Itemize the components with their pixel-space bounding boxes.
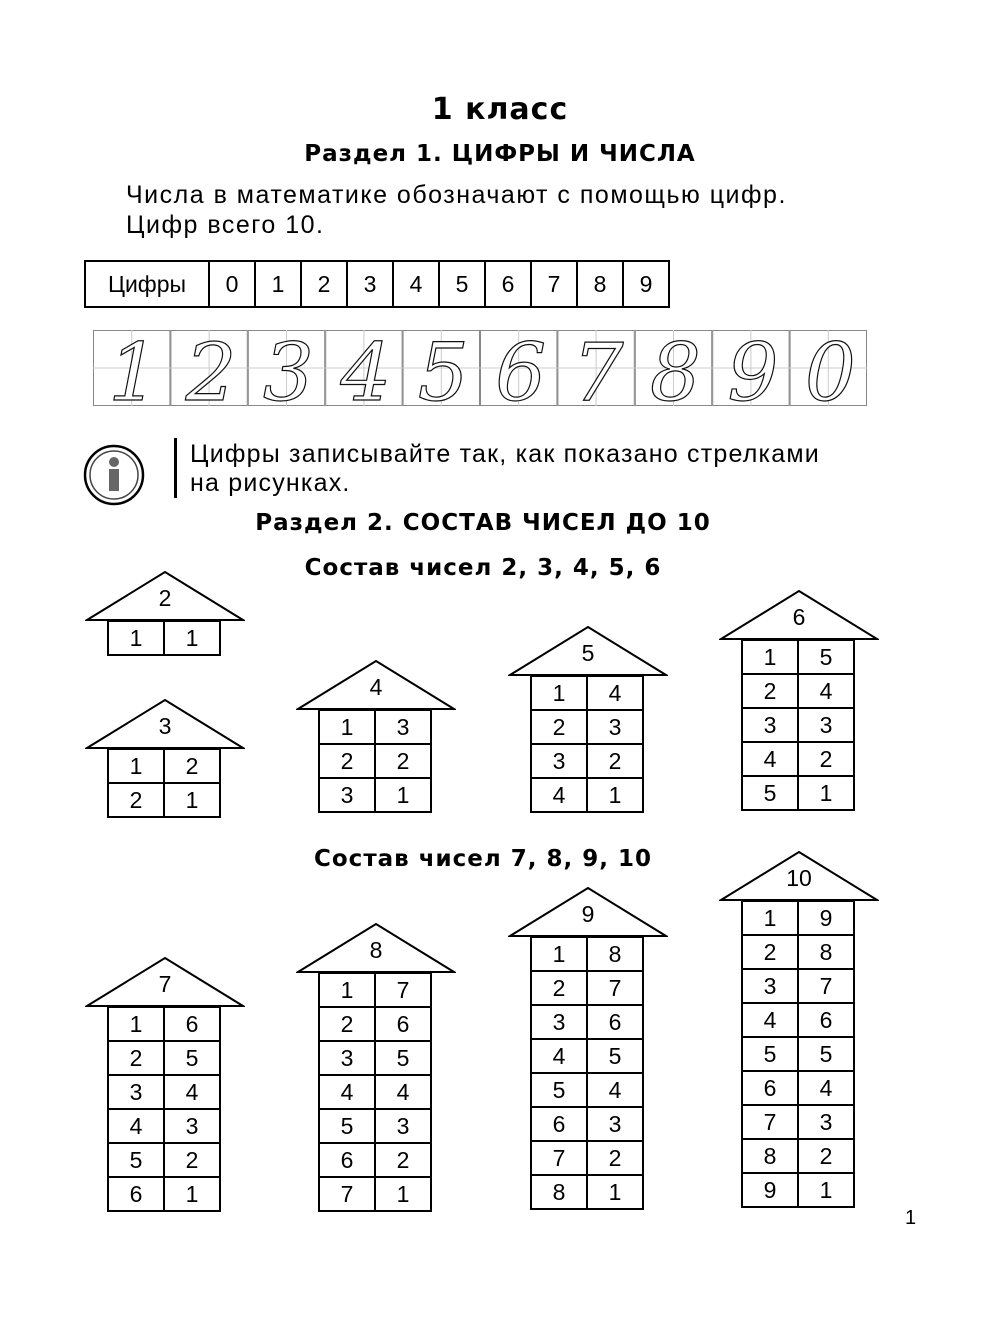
house-cell: 2 [798,1139,854,1173]
house-cell: 4 [164,1075,220,1109]
house-cell: 3 [742,708,798,742]
house-number: 5 [581,640,595,666]
house-cell: 5 [742,776,798,810]
handwritten-digit: 9 [727,330,779,406]
house-cell: 2 [742,935,798,969]
house-cell: 3 [798,1105,854,1139]
house-cell: 4 [531,778,587,812]
house-cell: 4 [108,1109,164,1143]
table-row [742,1173,854,1207]
house-cell: 7 [742,1105,798,1139]
house-cell: 8 [587,937,643,971]
table-row [108,1109,220,1143]
house-cell: 1 [108,1007,164,1041]
house-table [318,709,432,813]
house-cell: 1 [164,621,220,655]
house-cell: 5 [531,1073,587,1107]
house-cell: 2 [531,710,587,744]
table-row [108,1007,220,1041]
table-row [531,744,643,778]
house-cell: 9 [798,901,854,935]
house-cell: 8 [742,1139,798,1173]
house-cell: 1 [531,937,587,971]
house-cell: 6 [108,1177,164,1211]
table-row [531,710,643,744]
house-cell: 8 [798,935,854,969]
handwritten-digits-strip [93,330,867,406]
table-row [319,973,431,1007]
table-row [108,783,220,817]
house-cell: 2 [164,1143,220,1177]
table-row [108,1143,220,1177]
handwritten-digit-cell [170,330,247,406]
house-table [318,972,432,1212]
table-row [108,1177,220,1211]
table-row [742,742,854,776]
house-cell: 1 [375,1177,431,1211]
table-row [742,1105,854,1139]
house-cell: 3 [531,744,587,778]
table-row [108,621,220,655]
house-cell: 4 [587,676,643,710]
table-row [531,676,643,710]
house-cell: 1 [587,778,643,812]
house-cell: 4 [742,742,798,776]
table-row [742,776,854,810]
house-number: 2 [158,585,172,611]
house-table [107,620,221,656]
table-row [319,1143,431,1177]
house-cell: 7 [798,969,854,1003]
house-number: 3 [158,713,172,739]
digit-cell: 7 [531,261,577,307]
house-cell: 2 [531,971,587,1005]
house-cell: 5 [742,1037,798,1071]
house-cell: 5 [587,1039,643,1073]
intro-line-1: Числа в математике обозначают с помощью цифр. [126,181,787,209]
house-cell: 5 [164,1041,220,1075]
table-row [531,778,643,812]
house-table [107,1006,221,1212]
handwritten-digit-cell [635,330,712,406]
house-cell: 4 [798,1071,854,1105]
info-note [190,440,890,498]
table-row [531,1005,643,1039]
section-1-heading: Раздел 1. ЦИФРЫ И ЧИСЛА [304,141,696,167]
house-table [530,675,644,813]
handwritten-digit-cell [325,330,402,406]
table-row [319,1041,431,1075]
house-cell: 7 [531,1141,587,1175]
house-cell: 3 [319,1041,375,1075]
digits-table [84,260,670,308]
table-row [108,1075,220,1109]
house-cell: 1 [108,621,164,655]
handwritten-digit: 0 [804,330,856,406]
house-cell: 2 [319,744,375,778]
table-row [742,1139,854,1173]
house-cell: 1 [742,901,798,935]
table-row [319,1007,431,1041]
handwritten-digit: 8 [650,330,701,406]
house-table [107,748,221,818]
house-table [741,639,855,811]
section-2-heading: Раздел 2. СОСТАВ ЧИСЕЛ ДО 10 [255,510,711,536]
house-number: 4 [369,674,383,700]
house-cell: 8 [531,1175,587,1209]
house-cell: 6 [375,1007,431,1041]
digit-cell: 9 [623,261,669,307]
house-cell: 3 [587,1107,643,1141]
house-cell: 5 [375,1041,431,1075]
house-cell: 9 [742,1173,798,1207]
house-cell: 2 [587,1141,643,1175]
house-cell: 3 [587,710,643,744]
house-cell: 1 [319,710,375,744]
digit-cell: 6 [485,261,531,307]
house-cell: 3 [319,778,375,812]
intro-paragraph [126,180,886,240]
table-row [742,935,854,969]
house-cell: 4 [798,674,854,708]
handwritten-digit: 6 [495,330,547,406]
table-row [108,1041,220,1075]
house-table [741,900,855,1208]
house-cell: 2 [164,749,220,783]
subheading-7-10: Состав чисел 7, 8, 9, 10 [314,846,652,872]
house-cell: 1 [798,776,854,810]
house-cell: 3 [108,1075,164,1109]
house-cell: 2 [742,674,798,708]
house-cell: 7 [319,1177,375,1211]
house-cell: 5 [798,1037,854,1071]
house-number: 6 [792,604,806,630]
table-row [531,1141,643,1175]
house-cell: 4 [319,1075,375,1109]
digit-cell: 5 [439,261,485,307]
page-number: 1 [905,1207,917,1229]
digit-cell: 3 [347,261,393,307]
table-row [319,778,431,812]
house-cell: 7 [587,971,643,1005]
house-cell: 3 [798,708,854,742]
subheading-2-6: Состав чисел 2, 3, 4, 5, 6 [304,555,662,581]
handwritten-digit: 4 [340,330,392,406]
house-cell: 3 [375,710,431,744]
house-cell: 2 [798,742,854,776]
house-cell: 5 [319,1109,375,1143]
table-row [319,1109,431,1143]
house-number: 9 [581,901,595,927]
table-row [319,744,431,778]
house-cell: 1 [587,1175,643,1209]
house-number: 8 [369,937,383,963]
house-cell: 1 [319,973,375,1007]
house-cell: 2 [108,1041,164,1075]
house-cell: 2 [587,744,643,778]
table-row [742,1071,854,1105]
house-table [530,936,644,1210]
house-cell: 4 [742,1003,798,1037]
handwritten-digit: 1 [108,330,160,406]
handwritten-digit: 7 [572,330,624,406]
house-cell: 2 [375,1143,431,1177]
house-cell: 1 [375,778,431,812]
table-row [531,971,643,1005]
table-row [108,749,220,783]
table-row [319,1075,431,1109]
house-cell: 5 [798,640,854,674]
house-cell: 1 [531,676,587,710]
digit-cell: 0 [209,261,255,307]
table-row [742,674,854,708]
house-cell: 6 [164,1007,220,1041]
house-cell: 2 [108,783,164,817]
page-title: 1 класс [431,92,569,127]
info-icon [82,443,146,507]
house-cell: 2 [319,1007,375,1041]
house-cell: 6 [798,1003,854,1037]
info-divider [174,438,177,498]
table-row [319,710,431,744]
digit-cell: 8 [577,261,623,307]
table-row [531,1107,643,1141]
table-row [742,1037,854,1071]
handwritten-digit-cell [248,330,325,406]
intro-line-2: Цифр всего 10. [126,211,325,239]
info-line-1: Цифры записывайте так, как показано стрелками [190,440,820,468]
house-cell: 1 [798,1173,854,1207]
house-cell: 4 [587,1073,643,1107]
handwritten-digit-cell [93,330,170,406]
house-cell: 4 [531,1039,587,1073]
house-cell: 7 [375,973,431,1007]
table-row [531,1039,643,1073]
digit-cell: 2 [301,261,347,307]
table-row [319,1177,431,1211]
handwritten-digit: 5 [417,330,469,406]
handwritten-digit-cell [712,330,789,406]
table-row [531,1175,643,1209]
table-row [742,708,854,742]
table-row [531,937,643,971]
handwritten-digit: 3 [263,330,314,406]
digits-table-label: Цифры [85,261,209,307]
house-cell: 2 [375,744,431,778]
handwritten-digit-cell [790,330,867,406]
house-cell: 3 [742,969,798,1003]
handwritten-digit-cell [480,330,557,406]
table-row [742,901,854,935]
house-cell: 6 [531,1107,587,1141]
house-cell: 1 [164,783,220,817]
house-cell: 1 [108,749,164,783]
house-cell: 4 [375,1075,431,1109]
table-row [742,969,854,1003]
house-cell: 6 [587,1005,643,1039]
house-cell: 5 [108,1143,164,1177]
house-cell: 6 [742,1071,798,1105]
house-number: 7 [158,971,172,997]
house-cell: 3 [164,1109,220,1143]
table-row [742,640,854,674]
info-line-2: на рисунках. [190,469,351,497]
house-number: 10 [786,865,812,891]
digit-cell: 4 [393,261,439,307]
house-cell: 3 [531,1005,587,1039]
table-row [531,1073,643,1107]
house-cell: 1 [742,640,798,674]
digit-cell: 1 [255,261,301,307]
house-cell: 6 [319,1143,375,1177]
handwritten-digit-cell [403,330,480,406]
house-cell: 3 [375,1109,431,1143]
handwritten-digit: 2 [185,330,237,406]
handwritten-digit-cell [557,330,634,406]
house-cell: 1 [164,1177,220,1211]
table-row [742,1003,854,1037]
